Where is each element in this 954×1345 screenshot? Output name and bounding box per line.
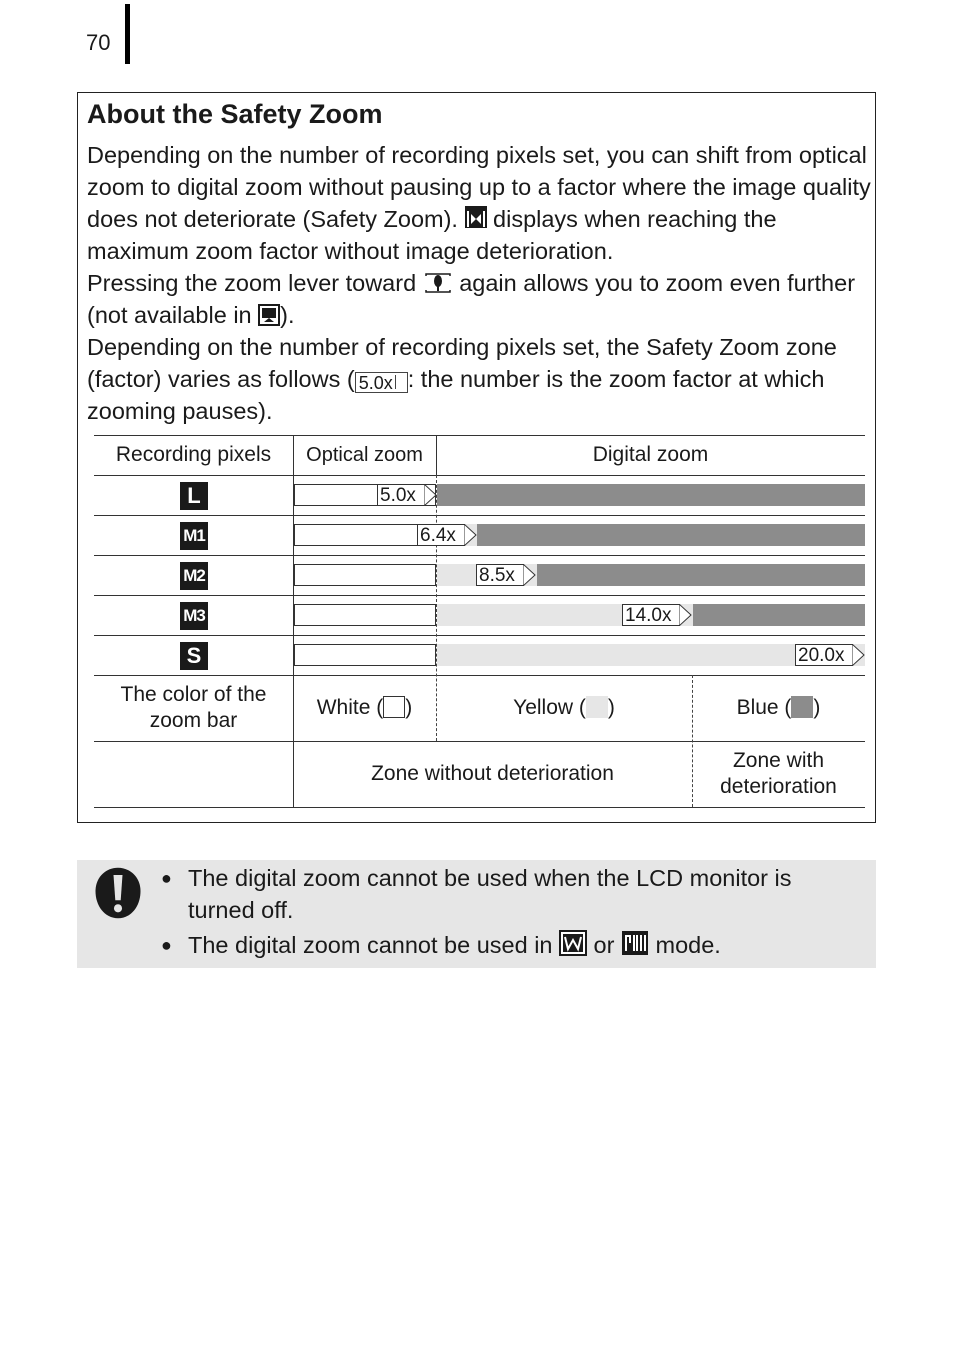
paragraph-1b: displays when reaching the maximum zoom factor without image deterioration.: [87, 206, 777, 264]
mode-m2-icon: M2: [180, 562, 208, 590]
table-rule: [94, 675, 865, 676]
tag-arrow-icon: [523, 564, 537, 586]
page-number: 70: [86, 30, 111, 55]
mode-m3-icon: M3: [180, 602, 208, 630]
paragraph-1: [87, 139, 872, 427]
paragraph-3b: : the number is the zoom factor at which zooming pauses).: [87, 366, 825, 424]
tag-arrow-icon: [852, 644, 866, 666]
caution-item-2a: The digital zoom cannot be used in: [188, 932, 553, 958]
caution-icon: [91, 866, 145, 920]
paragraph-2b: again allows you to zoom even further (not available in: [87, 270, 856, 328]
table-rule: [94, 741, 865, 742]
zoom-bar-white: [294, 604, 436, 626]
table-rule: [94, 475, 865, 476]
safety-zoom-icon: [465, 206, 487, 228]
caution-item-2-or: or: [593, 932, 615, 958]
zoom-bar-white: [294, 524, 436, 546]
yellow-swatch: [586, 696, 608, 718]
zoom-bar-blue: [477, 524, 865, 546]
caution-item-2b: mode.: [655, 932, 721, 958]
legend-yellow-label: Yellow (: [513, 696, 586, 719]
table-rule: [94, 635, 865, 636]
color-row-label: The color of the zoom bar: [120, 683, 267, 732]
caution-item: [161, 862, 861, 926]
tag-arrow-icon: [424, 484, 438, 506]
zoom-factor-tag: 5.0x: [377, 484, 425, 506]
telephoto-icon: [423, 270, 453, 292]
paragraph-2c: ).: [280, 302, 295, 328]
blue-swatch: [791, 696, 813, 718]
legend-yellow: [436, 695, 692, 721]
paragraph-1a: Depending on the number of recording pixels set, you can shift from optical zoom to digital zoom without pausing up to a factor where the image quality does not deteriorate (Safety Zoom).: [87, 142, 871, 232]
legend-blue: [692, 695, 865, 721]
mode-l-icon: L: [180, 482, 208, 510]
header-optical-zoom: Optical zoom: [306, 444, 423, 466]
caution-item-1-text: The digital zoom cannot be used when the LCD monitor is turned off.: [188, 865, 792, 923]
table-rule: [94, 595, 865, 596]
widescreen-mode-icon: [559, 930, 587, 956]
mode-m1-icon: M1: [180, 522, 208, 550]
tag-arrow-icon: [679, 604, 693, 626]
caution-note: [77, 860, 876, 968]
zoom-factor-tag: 20.0x: [795, 644, 853, 666]
legend-white-label: White (: [316, 696, 384, 719]
header-recording-pixels: Recording pixels: [115, 443, 272, 466]
section-body: [87, 139, 872, 427]
table-rule: [94, 555, 865, 556]
table-rule: [94, 515, 865, 516]
paragraph-2a: Pressing the zoom lever toward: [87, 270, 417, 296]
caution-item: [161, 929, 861, 961]
zoom-bar-blue: [693, 604, 865, 626]
zone-without-deterioration: Zone without deterioration: [371, 762, 614, 785]
legend-blue-label: Blue (: [736, 696, 792, 719]
header-digital-zoom: Digital zoom: [592, 443, 709, 466]
zoom-bar-white: [294, 644, 436, 666]
legend-close-paren: ): [405, 696, 413, 719]
zone-with-deterioration: Zone with deterioration: [720, 749, 837, 798]
legend-close-paren: ): [607, 696, 615, 719]
zoom-factor-tag: 6.4x: [417, 524, 465, 546]
tag-arrow-icon: [464, 524, 478, 546]
stitch-assist-icon: [258, 304, 280, 326]
zoom-bar-blue: [437, 484, 865, 506]
zoom-bar-blue: [537, 564, 865, 586]
zoom-factor-tag-example: 5.0x: [355, 372, 408, 393]
paragraph-3a: Depending on the number of recording pixels set, the Safety Zoom zone (factor) varies as follows (: [87, 334, 837, 392]
table-rule: [94, 807, 865, 808]
white-swatch: [383, 696, 405, 718]
table-rule: [94, 435, 865, 436]
zoom-factor-tag: 14.0x: [622, 604, 680, 626]
legend-white: [293, 695, 436, 721]
caution-list: [161, 862, 861, 964]
page-rule: [125, 4, 130, 64]
legend-close-paren: ): [813, 696, 821, 719]
zoom-bar-white: [294, 564, 436, 586]
zoom-factor-tag: 8.5x: [476, 564, 524, 586]
raw-mode-icon: [621, 930, 649, 956]
mode-s-icon: S: [180, 642, 208, 670]
section-title: About the Safety Zoom: [87, 99, 383, 129]
